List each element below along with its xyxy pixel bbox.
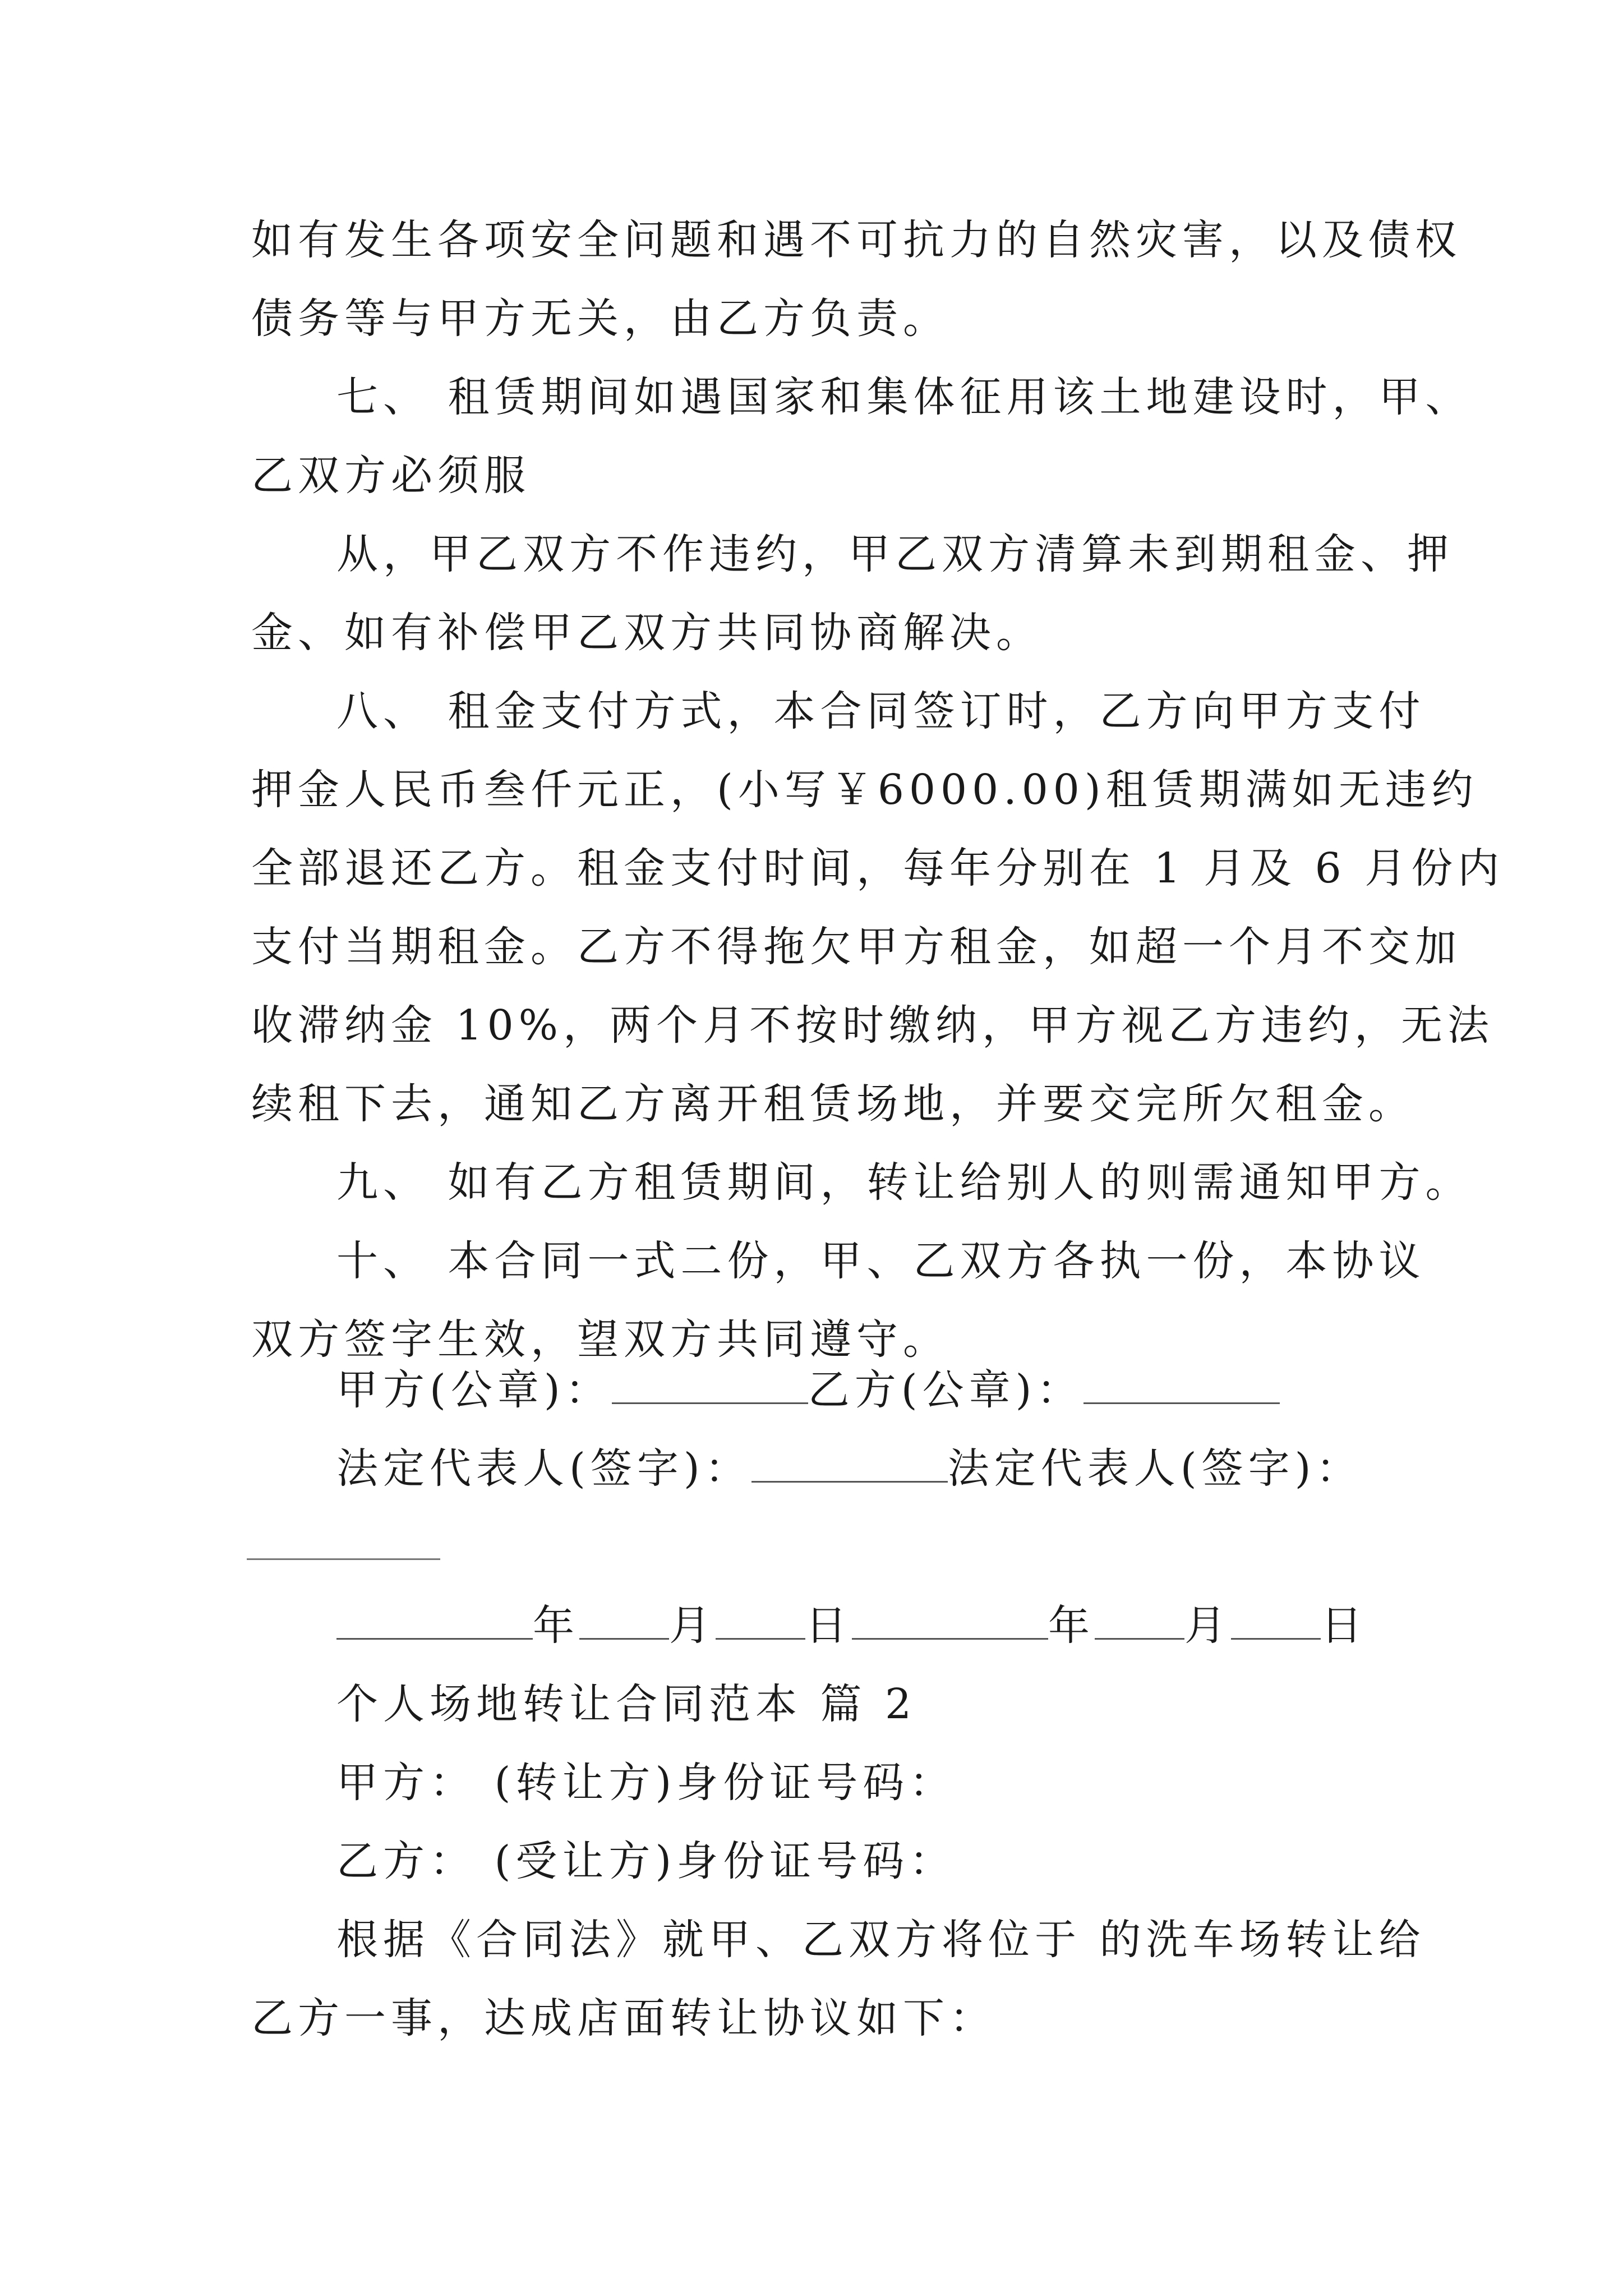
date-b-day-blank bbox=[1231, 1602, 1321, 1640]
party-b-seal-blank bbox=[1083, 1366, 1280, 1404]
representative-row bbox=[336, 1441, 1363, 1497]
date-a-day-blank bbox=[716, 1602, 805, 1640]
p4-line-1: 八、 租金支付方式，本合同签订时，乙方向甲方支付 bbox=[336, 687, 1426, 735]
rep-a-blank bbox=[751, 1445, 948, 1483]
date-a-year-blank bbox=[336, 1602, 533, 1640]
date-row bbox=[336, 1598, 1367, 1654]
p3-line-1: 从，甲乙双方不作违约，甲乙双方清算未到期租金、押 bbox=[336, 530, 1454, 578]
rep-b-label: 法定代表人(签字)： bbox=[947, 1444, 1363, 1493]
p4-line-6: 续租下去，通知乙方离开租赁场地，并要交完所欠租金。 bbox=[251, 1080, 1415, 1128]
section2-intro-line-2: 乙方一事，达成店面转让协议如下： bbox=[251, 1994, 996, 2042]
date-b-year-label: 年 bbox=[1048, 1602, 1095, 1650]
rep-a-label: 法定代表人(签字)： bbox=[336, 1444, 751, 1493]
party-b-seal-label: 乙方(公章)： bbox=[808, 1366, 1083, 1414]
section2-party-b: 乙方： (受让方)身份证号码： bbox=[336, 1837, 956, 1885]
section2-intro-line-1: 根据《合同法》就甲、乙双方将位于 的洗车场转让给 bbox=[336, 1916, 1426, 1964]
p4-line-2: 押金人民币叁仟元正，(小写￥6000.00)租赁期满如无违约 bbox=[251, 766, 1478, 814]
date-a-month-blank bbox=[579, 1602, 669, 1640]
p1-line-1: 如有发生各项安全问题和遇不可抗力的自然灾害，以及债权 bbox=[251, 216, 1461, 264]
p4-line-3: 全部退还乙方。租金支付时间，每年分别在 1 月及 6 月份内 bbox=[251, 844, 1505, 892]
p4-line-5: 收滞纳金 10%，两个月不按时缴纳，甲方视乙方违约，无法 bbox=[251, 1001, 1494, 1050]
p4-line-4: 支付当期租金。乙方不得拖欠甲方租金，如超一个月不交加 bbox=[251, 923, 1461, 971]
date-a-year-label: 年 bbox=[533, 1602, 579, 1650]
date-b-month-blank bbox=[1095, 1602, 1184, 1640]
date-b-year-blank bbox=[852, 1602, 1048, 1640]
p3-line-2: 金、如有补偿甲乙双方共同协商解决。 bbox=[251, 609, 1043, 657]
party-a-seal-label: 甲方(公章)： bbox=[336, 1366, 612, 1414]
section2-title: 个人场地转让合同范本 篇 2 bbox=[336, 1680, 917, 1728]
p2-line-2: 乙双方必须服 bbox=[251, 452, 531, 500]
p1-line-2: 债务等与甲方无关，由乙方负责。 bbox=[251, 295, 949, 343]
seal-row bbox=[336, 1362, 1280, 1418]
rep-b-blank bbox=[247, 1558, 440, 1560]
date-b-day-label: 日 bbox=[1321, 1602, 1367, 1650]
date-a-day-label: 日 bbox=[805, 1602, 852, 1650]
p6-line-2: 双方签字生效，望双方共同遵守。 bbox=[251, 1315, 949, 1364]
p2-line-1: 七、 租赁期间如遇国家和集体征用该土地建设时，甲、 bbox=[336, 373, 1472, 421]
date-a-month-label: 月 bbox=[669, 1602, 716, 1650]
p5-line-1: 九、 如有乙方租赁期间，转让给别人的则需通知甲方。 bbox=[336, 1158, 1472, 1207]
party-a-seal-blank bbox=[612, 1366, 808, 1404]
section2-party-a: 甲方： (转让方)身份证号码： bbox=[336, 1759, 956, 1807]
p6-line-1: 十、 本合同一式二份，甲、乙双方各执一份，本协议 bbox=[336, 1237, 1426, 1285]
date-b-month-label: 月 bbox=[1184, 1602, 1231, 1650]
